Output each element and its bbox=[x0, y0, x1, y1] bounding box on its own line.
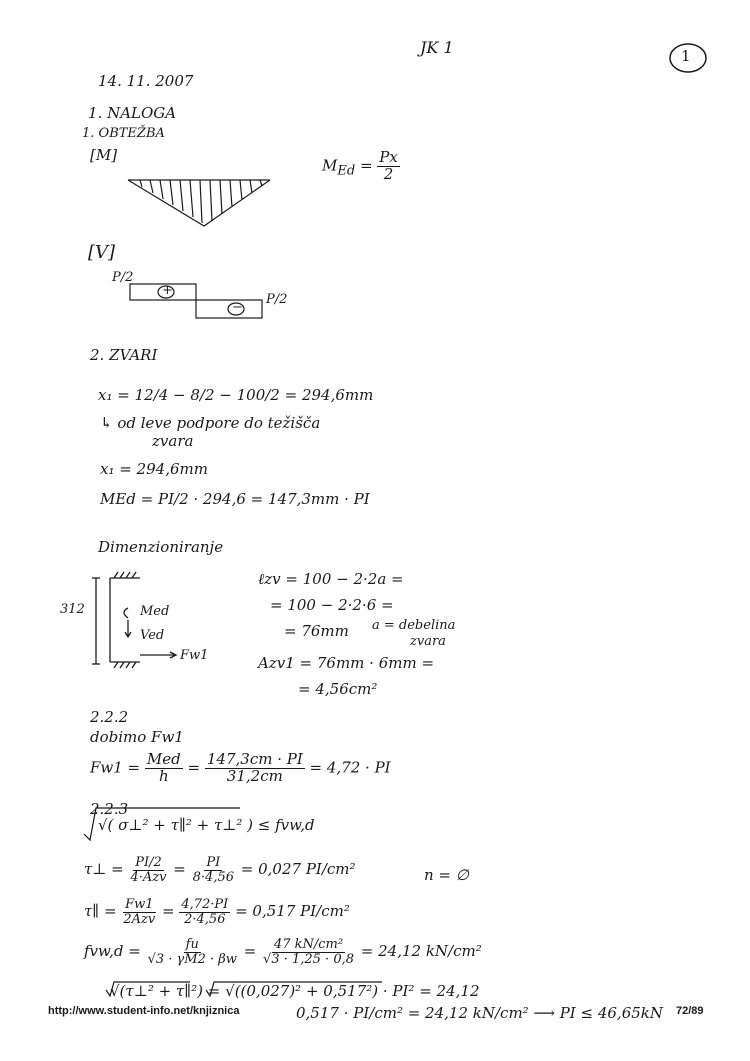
dimensioning-title: Dimenzioniranje bbox=[98, 538, 224, 556]
footer-url[interactable]: http://www.student-info.net/knjiznica bbox=[48, 1005, 240, 1017]
fw-equation: Fw1 = $\frac{\text{Med}}{h}$ = $\frac{147,3cm \cdot PI}{31,2cm}$ = 4,72 · PI bbox=[90, 750, 391, 785]
shear-left-value: P/2 bbox=[112, 270, 134, 285]
final-result: 0,517 · PI/cm² = 24,12 kN/cm² ⟶ PI ≤ 46,65kN bbox=[296, 1004, 663, 1022]
height-label: 312 bbox=[60, 602, 85, 617]
lzv-line-1: ℓzv = 100 − 2·2a = bbox=[258, 570, 404, 588]
med-label: Med bbox=[140, 604, 170, 619]
root-equation: √(τ⊥² + τ∥²) = √((0,027)² + 0,517²) · PI² = 24,12 bbox=[110, 982, 480, 1000]
shear-label: [V] bbox=[88, 242, 116, 263]
x1-result: x₁ = 294,6mm bbox=[100, 460, 208, 478]
shear-right-value: P/2 bbox=[266, 292, 288, 307]
section-1-title: 1. NALOGA bbox=[88, 104, 177, 122]
condition: √( σ⊥² + τ∥² + τ⊥² ) ≤ fvw,d bbox=[98, 816, 315, 834]
tau-perp-equation: τ⊥ = $\frac{PI/2}{\text{4·Azv}}$ = $\frac{PI}{8\cdot 4,56}$ = 0,027 PI/cm² bbox=[84, 855, 356, 885]
x1-equation: x₁ = 12/4 − 8/2 − 100/2 = 294,6mm bbox=[98, 386, 374, 404]
moment-diagram bbox=[128, 180, 270, 226]
azv-line-2: = 4,56cm² bbox=[298, 680, 378, 698]
lzv-line-3: = 76mm bbox=[284, 622, 349, 640]
fw-label: Fw1 bbox=[180, 648, 209, 663]
footer-page-count: 72/89 bbox=[676, 1005, 704, 1017]
page-number: 1 bbox=[681, 47, 691, 65]
date: 14. 11. 2007 bbox=[98, 72, 194, 90]
section-223-title: 2.2.3 bbox=[90, 800, 129, 818]
page-code: JK 1 bbox=[420, 38, 454, 57]
moment-label: [M] bbox=[90, 146, 118, 164]
moment-formula: $M_{Ed}$ = $\frac{Px}{2}$ bbox=[322, 148, 398, 183]
ved-label: Ved bbox=[140, 628, 165, 643]
azv-line-1: Azv1 = 76mm · 6mm = bbox=[258, 654, 435, 672]
fvwd-equation: fvw,d = $\frac{fu}{√3 \cdot \gamma M2 \cdot \beta w}$ = $\frac{\text{47 kN/cm²}}{√3 \cdot 1,25 \cdot 0,8}$ = 24,12 kN/cm² bbox=[84, 937, 482, 967]
a-note-2: zvara bbox=[410, 634, 446, 649]
med-equation: MEd = PI/2 · 294,6 = 147,3mm · PI bbox=[100, 490, 370, 508]
section-1-subtitle: 1. OBTEŽBA bbox=[82, 126, 165, 141]
note-line-2: zvara bbox=[152, 432, 194, 450]
section-222-line: dobimo Fw1 bbox=[90, 728, 184, 746]
lzv-line-2: = 100 − 2·2·6 = bbox=[270, 596, 394, 614]
a-note-1: a = debelina bbox=[372, 618, 456, 633]
section-2-title: 2. ZVARI bbox=[90, 346, 158, 364]
plus-sign: + bbox=[162, 283, 173, 298]
tau-par-equation: τ∥ = $\frac{Fw1}{\text{2Azv}}$ = $\frac{4,72\cdot PI}{2\cdot 4,56}$ = 0,517 PI/cm² bbox=[84, 897, 350, 927]
note-line-1: ↳ od leve podpore do težišča bbox=[100, 414, 321, 432]
section-222-title: 2.2.2 bbox=[90, 708, 129, 726]
n-note: n = ∅ bbox=[424, 866, 469, 884]
weld-sketch bbox=[92, 572, 176, 668]
minus-sign: − bbox=[232, 300, 243, 315]
